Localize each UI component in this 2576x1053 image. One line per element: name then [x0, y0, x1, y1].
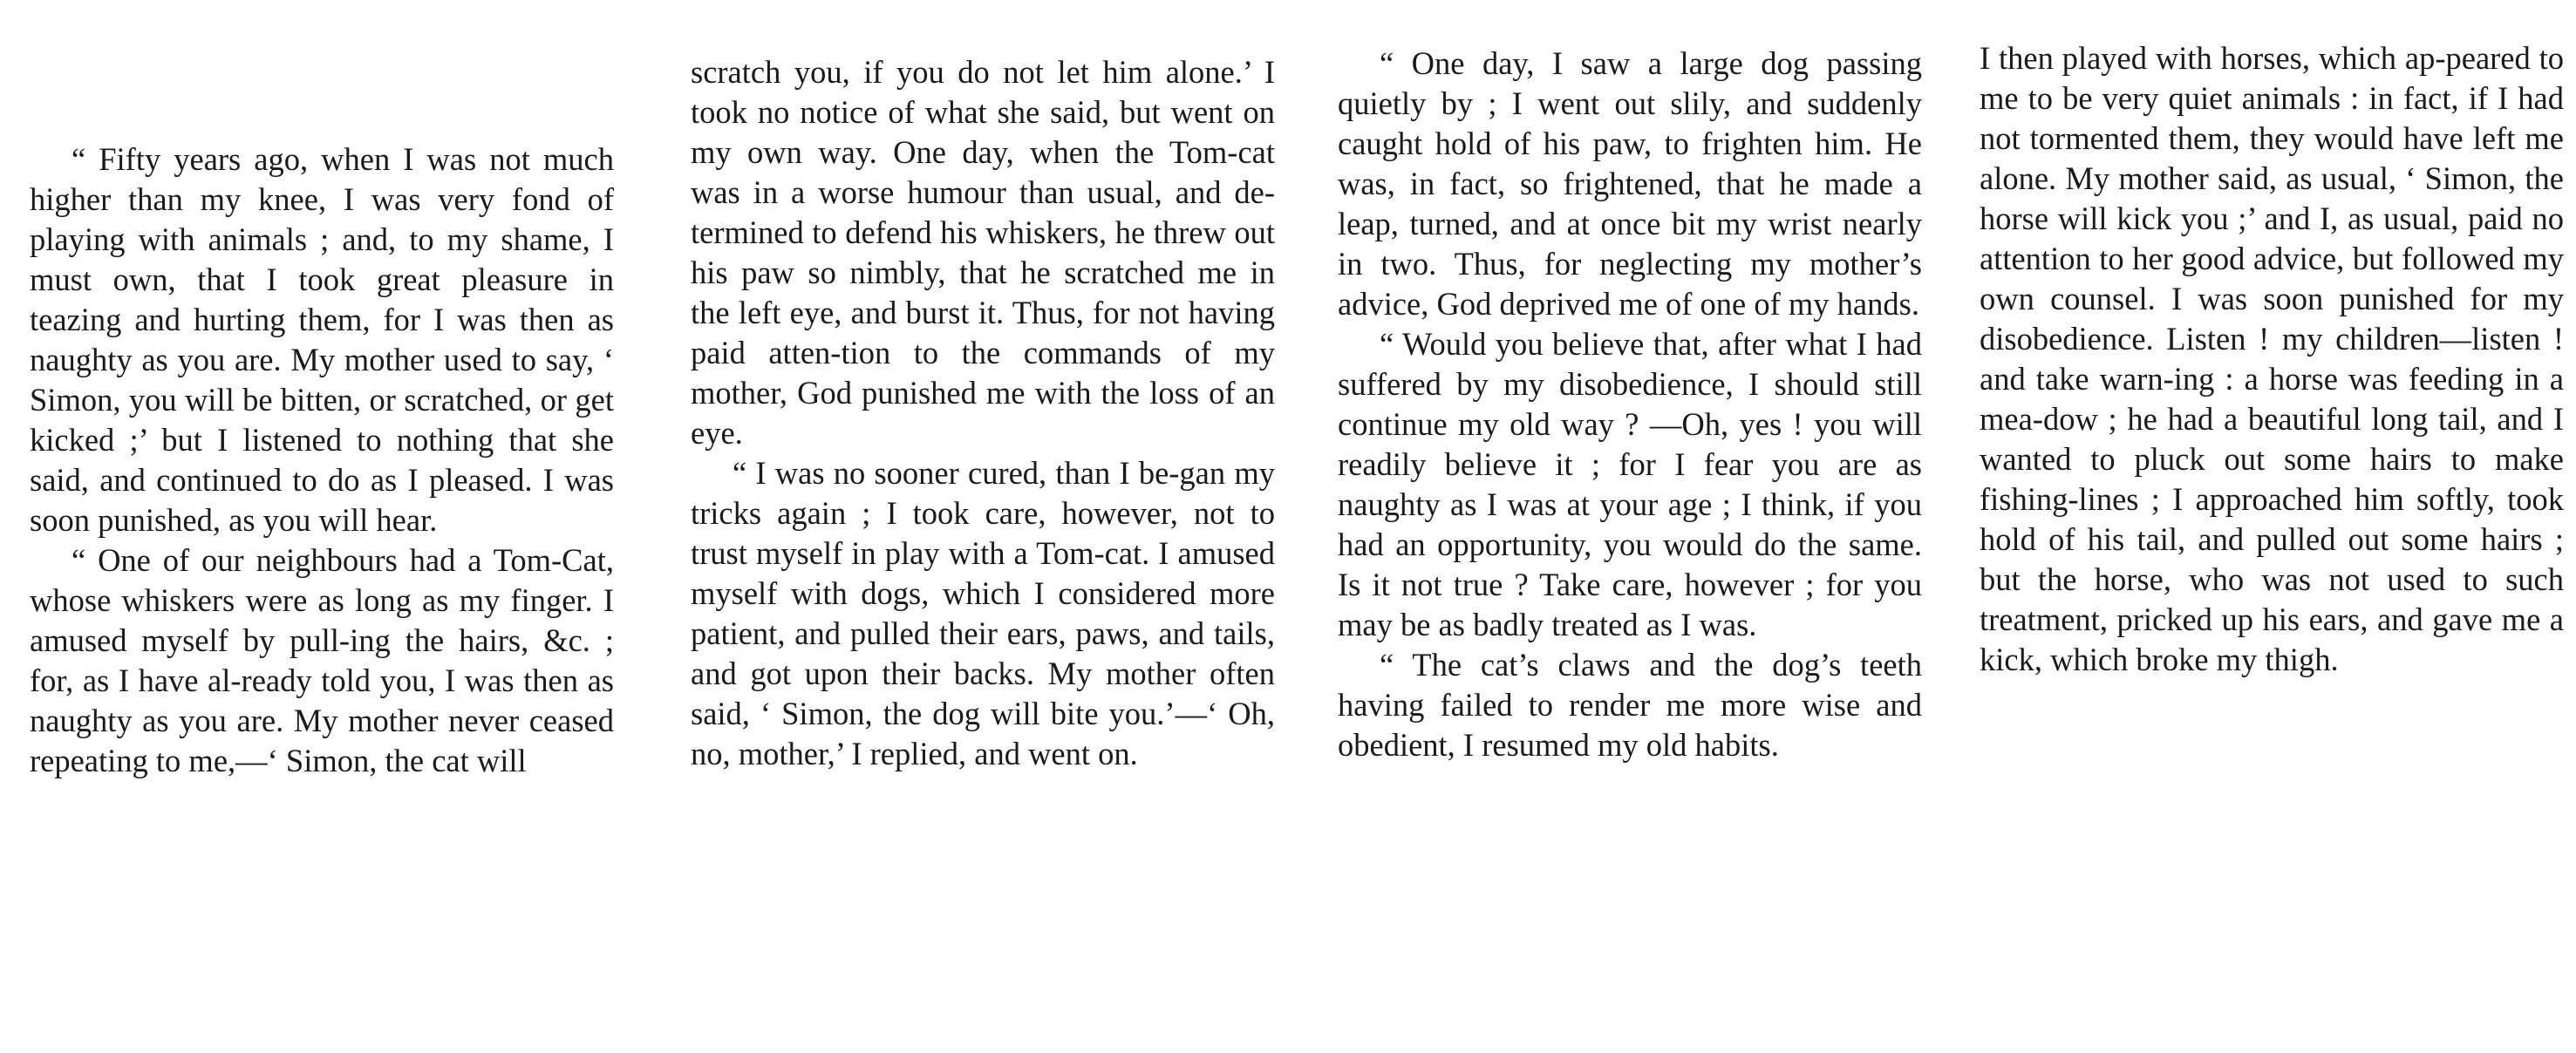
- paragraph: “ Fifty years ago, when I was not much higher than my knee, I was very fond of playing with animals ; and, to my shame, I must own, that I took great pleasure in teazing and hurting them, for I was then as naughty as you are. My mother used to say, ‘ Simon, you will be bitten, or scratched, or get kicked ;’ but I listened to nothing that she said, and continued to do as I pleased. I was soon punished, as you will hear.: [30, 141, 614, 538]
- text-column-2: [691, 52, 1275, 774]
- paragraph: scratch you, if you do not let him alone.’ I took no notice of what she said, but went on my own way. One day, when the Tom-cat was in a worse humour than usual, and de-termined to defend his whiskers, he threw out his paw so nimbly, that he scratched me in the left eye, and burst it. Thus, for not having paid atten-tion to the commands of my mother, God punished me with the loss of an eye.: [691, 54, 1275, 451]
- paragraph: “ One of our neighbours had a Tom-Cat, whose whiskers were as long as my finger. I amused myself by pull-ing the hairs, &c. ; for, as I have al-ready told you, I was then as naughty as you are. My mother never ceased repeating to me,—‘ Simon, the cat will: [30, 542, 614, 778]
- paragraph: “ One day, I saw a large dog passing quietly by ; I went out slily, and suddenly caught hold of his paw, to frighten him. He was, in fact, so frightened, that he made a leap, turned, and at once bit my wrist nearly in two. Thus, for neglecting my mother’s advice, God deprived me of one of my hands.: [1338, 45, 1922, 322]
- text-column-4: [1980, 38, 2564, 680]
- paragraph: “ Would you believe that, after what I had suffered by my disobedience, I should still continue my old way ? —Oh, yes ! you will readily believe it ; for I fear you are as naughty as I was at your age ; I think, if you had an opportunity, you would do the same. Is it not true ? Take care, however ; for you may be as badly treated as I was.: [1338, 326, 1922, 642]
- paragraph: I then played with horses, which ap-peared to me to be very quiet animals : in fact, if I had not tormented them, they would have left me alone. My mother said, as usual, ‘ Simon, the horse will kick you ;’ and I, as usual, paid no attention to her good advice, but followed my own counsel. I was soon punished for my disobedience. Listen ! my children—listen ! and take warn-ing : a horse was feeding in a mea-dow ; he had a beautiful long tail, and I wanted to pluck out some hairs to make fishing-lines ; I approached him softly, took hold of his tail, and pulled out some hairs ; but the horse, who was not used to such treatment, pricked up his ears, and gave me a kick, which broke my thigh.: [1980, 40, 2564, 677]
- paragraph: “ The cat’s claws and the dog’s teeth having failed to render me more wise and obedient, I resumed my old habits.: [1338, 647, 1922, 763]
- paragraph: “ I was no sooner cured, than I be-gan my tricks again ; I took care, however, not to trust myself in play with a Tom-cat. I amused myself with dogs, which I considered more patient, and pulled their ears, paws, and tails, and got upon their backs. My mother often said, ‘ Simon, the dog will bite you.’—‘ Oh, no, mother,’ I replied, and went on.: [691, 455, 1275, 771]
- text-column-3: [1338, 44, 1922, 765]
- text-column-1: [30, 139, 614, 781]
